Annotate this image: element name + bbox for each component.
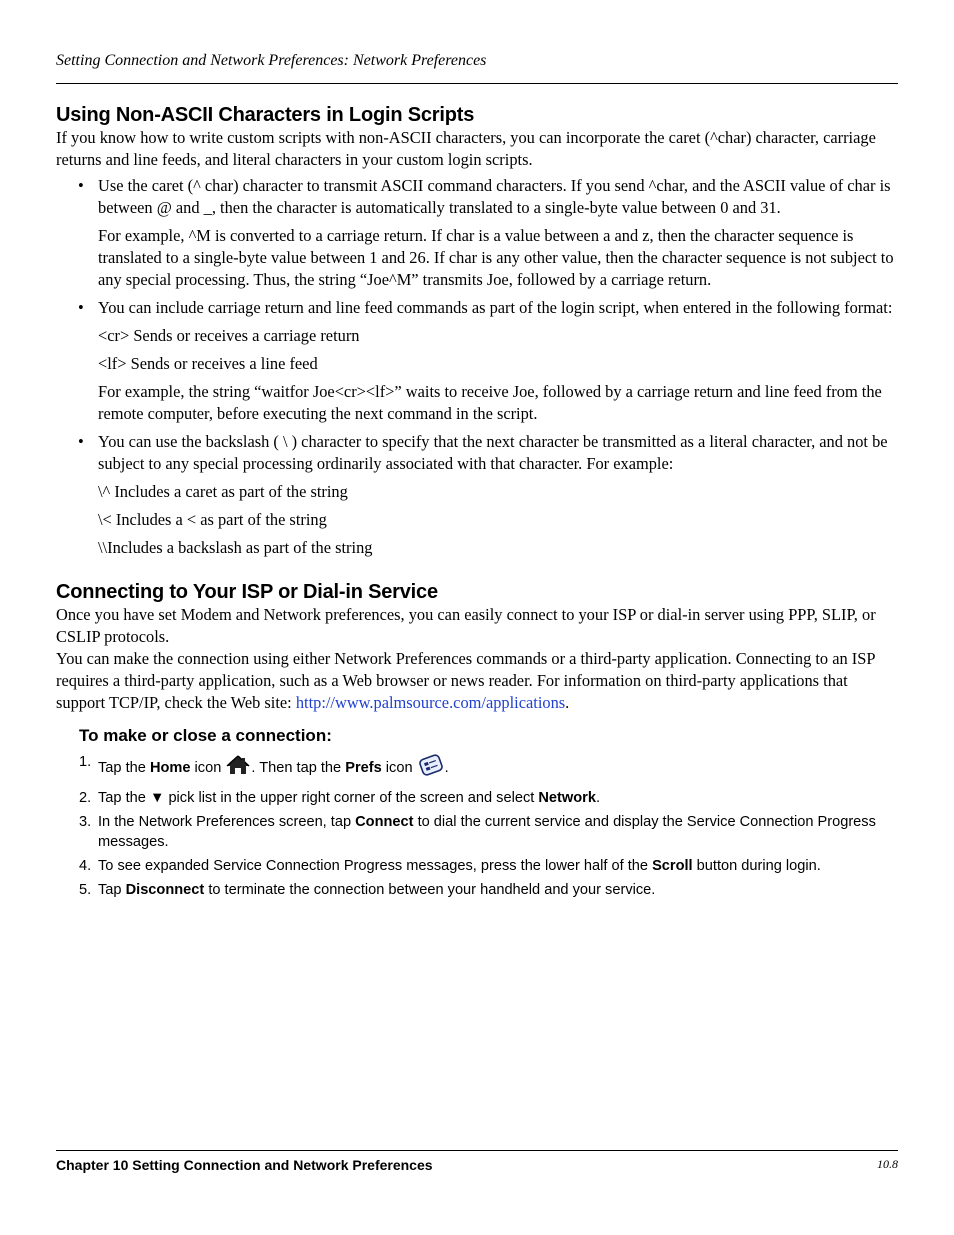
step-text: Tap [98,882,126,898]
step-text: Tap the [98,790,150,806]
step-text: to terminate the connection between your handheld and your service. [204,882,656,898]
step-text: pick list in the upper right corner of the screen and select [164,790,539,806]
footer-rule [56,1150,898,1151]
footer-chapter: Chapter 10 Setting Connection and Network Preferences [56,1157,433,1173]
bullet-text: You can use the backslash ( \ ) character to specify that the next character be transmitted as a literal character, and not be subject to any special processing ordinarily associated with that character. For example: [98,432,888,473]
bullet-item-caret [56,175,900,291]
step-text: button during login. [692,858,821,874]
bullet-item-backslash [56,431,900,559]
prefs-icon [417,752,445,784]
step-4 [56,856,900,876]
bullet-marker: • [78,176,84,195]
step-bold-term: Home [149,759,191,776]
bullet-subparagraph: For example, the string “waitfor Joe<cr><lf>” waits to receive Joe, followed by a carriage return and line feed from the remote computer, before executing the next command in the script. [98,382,882,423]
running-header: Setting Connection and Network Preferences: Network Preferences [56,52,487,69]
bullet-marker: • [78,432,84,451]
step-text: Tap the [98,759,150,776]
step-text: . [595,790,600,806]
step-number: 4. [79,858,92,874]
bullet-subparagraph: <cr> Sends or receives a carriage return [98,326,360,345]
step-text: icon [190,759,226,776]
step-bold-term: Disconnect [125,882,205,898]
section-heading-isp: Connecting to Your ISP or Dial-in Service [56,581,438,603]
bullet-item-cr-lf [56,297,900,425]
step-text: To see expanded Service Connection Progress messages, press the lower half of the [98,858,653,874]
isp-paragraph-1: Once you have set Modem and Network preferences, you can easily connect to your ISP or dial-in server using PPP, SLIP, or CSLIP protocols. [56,605,876,646]
section-heading-non-ascii: Using Non-ASCII Characters in Login Scripts [56,104,475,126]
procedure-heading: To make or close a connection: [79,726,332,745]
bullet-marker: • [78,298,84,317]
bullet-list [56,175,900,559]
step-bold-term: Connect [355,814,414,830]
bullet-text: Use the caret (^ char) character to transmit ASCII command characters. If you send ^char, and the ASCII value of char is between @ and _, then the character is automatically translated to a single-byte value between 0 and 31. [98,176,891,217]
home-icon [225,754,251,782]
header-rule [56,83,898,84]
step-1 [56,752,900,784]
step-number: 5. [79,882,92,898]
isp-paragraph-2 [56,648,900,714]
step-2 [56,788,900,808]
page-content [56,104,900,900]
step-5 [56,880,900,900]
intro-paragraph: If you know how to write custom scripts with non-ASCII characters, you can incorporate the caret (^char) character, carriage returns and line feeds, and literal characters in your custom login scripts. [56,128,876,169]
bullet-text: You can include carriage return and line feed commands as part of the login script, when entered in the following format: [98,298,893,317]
step-3 [56,812,900,852]
step-bold-term: Scroll [652,858,693,874]
page-number: 10.8 [877,1157,898,1171]
bullet-subparagraph: \\Includes a backslash as part of the string [98,538,373,557]
isp-paragraph-2-end: . [565,693,570,712]
step-number: 3. [79,814,92,830]
step-text: In the Network Preferences screen, tap [98,814,356,830]
step-text: icon [381,759,417,776]
applications-link[interactable]: http://www.palmsource.com/applications [295,693,566,712]
step-number: 1. [79,754,92,770]
isp-paragraph-2-text: You can make the connection using either Network Preferences commands or a third-party application. Connecting to an ISP requires a third-party application, such as a Web browser or news reader. For information on third-party applications that support TCP/IP, check the Web site: [56,649,875,712]
pick-list-arrow-icon: ▼ [149,790,165,806]
bullet-subparagraph: \^ Includes a caret as part of the string [98,482,348,501]
step-text: to dial the current service and display the Service Connection Progress messages. [98,814,876,850]
bullet-subparagraph: For example, ^M is converted to a carriage return. If char is a value between a and z, then the character sequence is translated to a single-byte value between 1 and 26. If char is any other value, then the character sequence is not subject to any special processing. Thus, the string “Joe^M” transmits Joe, followed by a carriage return. [98,226,894,289]
step-text: . [444,759,449,776]
procedure-steps [56,752,900,900]
step-bold-term: Prefs [345,759,382,776]
bullet-subparagraph: \< Includes a < as part of the string [98,510,327,529]
step-number: 2. [79,790,92,806]
step-bold-term: Network [538,790,596,806]
bullet-subparagraph: <lf> Sends or receives a line feed [98,354,318,373]
step-text: . Then tap the [251,759,346,776]
